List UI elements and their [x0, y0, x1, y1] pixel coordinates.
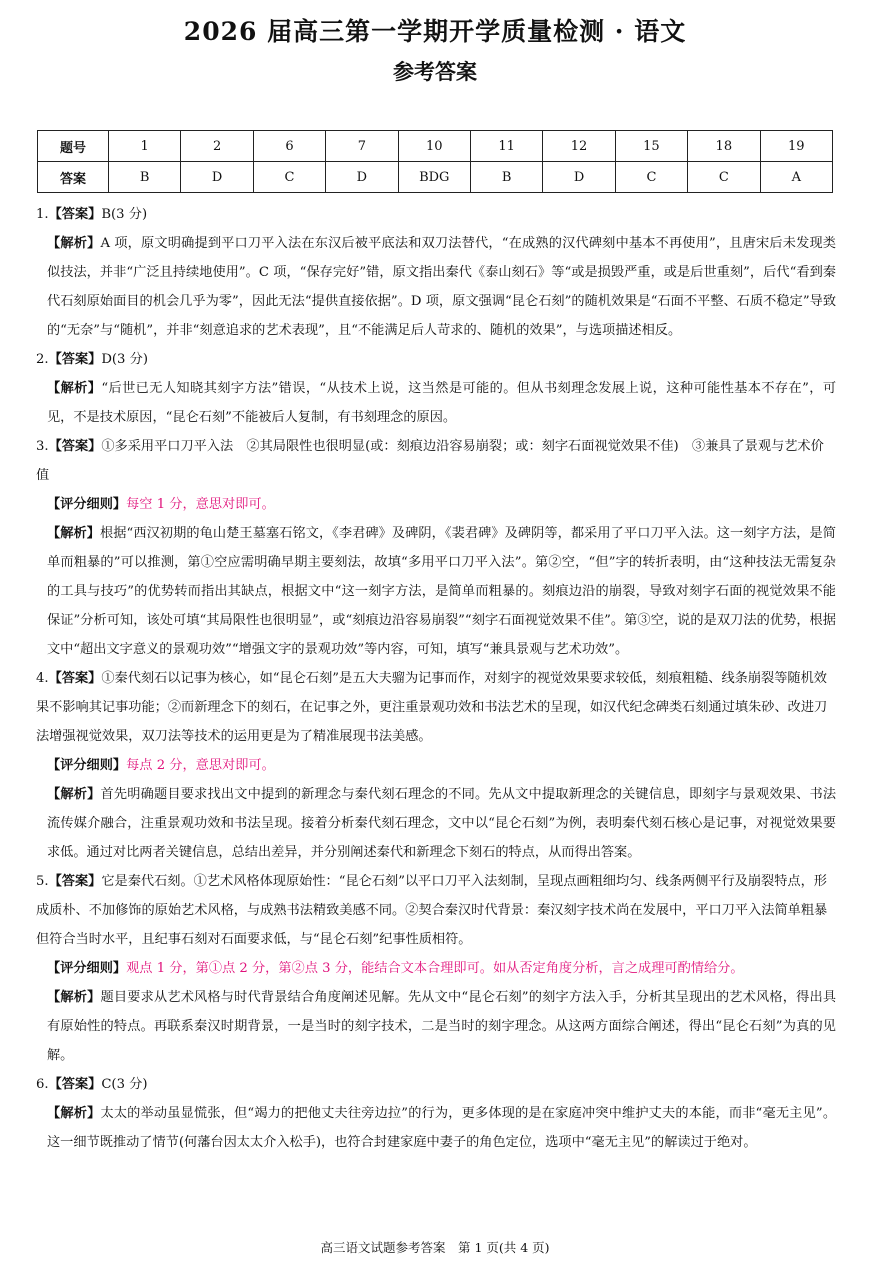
- question-number: 4.: [36, 671, 49, 686]
- question-2-answer: [36, 345, 836, 374]
- table-cell-number: 18: [688, 131, 760, 162]
- table-cell-number: 1: [109, 131, 181, 162]
- question-5-answer: [36, 867, 836, 954]
- answer-text: B(3 分): [101, 207, 148, 222]
- analysis-text: 首先明确题目要求找出文中提到的新理念与秦代刻石理念的不同。先从文中提取新理念的关键信息，即刻字与景观效果、书法流传媒介融合，注重景观功效和书法呈现。接着分析秦代刻石理念，文中以“昆仑石刻”为例，表明秦代刻石核心是记事，对视觉效果要求低。通过对比两者关键信息，总结出差异，并分别阐述秦代和新理念下刻石的特点，从而得出答案。: [47, 787, 837, 860]
- question-3-answer: [36, 432, 836, 490]
- scoring-text: 观点 1 分，第①点 2 分，第②点 3 分，能结合文本合理即可。如从否定角度分析，言之成理可酌情给分。: [126, 961, 744, 976]
- question-5-scoring: [36, 954, 836, 983]
- table-cell-number: 12: [543, 131, 615, 162]
- question-number: 3.: [36, 439, 49, 454]
- question-number: 5.: [36, 874, 49, 889]
- table-cell-number: 11: [470, 131, 542, 162]
- table-cell-answer: D: [543, 162, 615, 193]
- page-footer: 高三语文试题参考答案 第 1 页(共 4 页): [320, 1240, 550, 1255]
- scoring-tag: 【评分细则】: [47, 758, 127, 773]
- answer-tag: 【答案】: [48, 1077, 102, 1092]
- table-cell-answer: C: [253, 162, 325, 193]
- analysis-text: 根据“西汉初期的龟山楚王墓塞石铭文，《李君碑》及碑阴，《裴君碑》及碑阴等，都采用了平口刀平入法。这一刻字方法，是简单而粗暴的”可以推测，第①空应需明确早期主要刻法，故填“多用平口刀平入法”。第②空，“但”字的转折表明，由“这种技法无需复杂的工具与技巧”的优势转而指出其缺点，根据文中“这一刻字方法，是简单而粗暴的。刻痕边沿的崩裂，导致对刻字石面的视觉效果不能保证”分析可知，该处可填“其局限性也很明显”，或“刻痕边沿容易崩裂”“刻字石面视觉效果不佳”。第③空，说的是双刀法的优势，根据文中“超出文字意义的景观功效”“增强文字的景观功效”等内容，可知，填写“兼具景观与艺术功效”。: [47, 526, 836, 657]
- table-cell-answer: B: [109, 162, 181, 193]
- question-5-analysis: [36, 983, 836, 1070]
- answer-tag: 【答案】: [48, 874, 102, 889]
- table-cell-answer: D: [181, 162, 253, 193]
- table-cell-answer: D: [326, 162, 398, 193]
- analysis-text: A 项，原文明确提到平口刀平入法在东汉后被平底法和双刀法替代，“在成熟的汉代碑刻中基本不再使用”，且唐宋后未发现类似技法，并非“广泛且持续地使用”。C 项，“保存完好”错，原文指出秦代《泰山刻石》等“或是损毁严重，或是后世重刻”，后代“看到秦代石刻原始面目的机会几乎为零”，因此无法“提供直接依据”。D 项，原文强调“昆仑石刻”的随机效果是“石面不平整、石质不稳定”导致的“无奈”与“随机”，并非“刻意追求的艺术表现”，且“不能满足后人苛求的、随机的效果”，与选项描述相反。: [47, 236, 836, 338]
- analysis-text: 太太的举动虽显慌张，但“竭力的把他丈夫往旁边拉”的行为，更多体现的是在家庭冲突中维护丈夫的本能，而非“毫无主见”。这一细节既推动了情节(何藩台因太太介入松手)，也符合封建家庭中妻子的角色定位，选项中“毫无主见”的解读过于绝对。: [47, 1106, 837, 1150]
- answer-table: [37, 130, 833, 193]
- row-label-answer: 答案: [38, 162, 109, 193]
- question-6-analysis: [36, 1099, 836, 1157]
- answer-text: D(3 分): [101, 352, 148, 367]
- question-4-analysis: [36, 780, 836, 867]
- table-cell-answer: C: [688, 162, 760, 193]
- row-label-number: 题号: [38, 131, 109, 162]
- analysis-tag: 【解析】: [47, 990, 101, 1005]
- answer-tag: 【答案】: [48, 207, 102, 222]
- table-cell-number: 7: [326, 131, 398, 162]
- table-cell-answer: BDG: [398, 162, 470, 193]
- answer-tag: 【答案】: [48, 671, 102, 686]
- question-number: 2.: [36, 352, 49, 367]
- table-cell-answer: B: [470, 162, 542, 193]
- analysis-tag: 【解析】: [47, 381, 102, 396]
- question-number: 1.: [36, 207, 49, 222]
- answer-tag: 【答案】: [48, 439, 102, 454]
- analysis-tag: 【解析】: [47, 1106, 101, 1121]
- question-6-answer: [36, 1070, 836, 1099]
- analysis-tag: 【解析】: [47, 236, 101, 251]
- question-4-scoring: [36, 751, 836, 780]
- table-cell-number: 2: [181, 131, 253, 162]
- analysis-text: 题目要求从艺术风格与时代背景结合角度阐述见解。先从文中“昆仑石刻”的刻字方法入手，分析其呈现出的艺术风格，得出具有原始性的特点。再联系秦汉时期背景，一是当时的刻字技术，二是当时的刻字理念。从这两方面综合阐述，得出“昆仑石刻”为真的见解。: [47, 990, 837, 1063]
- scoring-tag: 【评分细则】: [47, 497, 127, 512]
- answer-text: 它是秦代石刻。①艺术风格体现原始性：“昆仑石刻”以平口刀平入法刻制，呈现点画粗细均匀、线条两侧平行及崩裂特点，形成质朴、不加修饰的原始艺术风格，与成熟书法精致美感不同。②契合秦汉时代背景：秦汉刻字技术尚在发展中，平口刀平入法简单粗暴但符合当时水平，且纪事石刻对石面要求低，与“昆仑石刻”纪事性质相符。: [36, 874, 828, 947]
- table-cell-answer: A: [760, 162, 832, 193]
- table-cell-number: 15: [615, 131, 687, 162]
- question-3-analysis: [36, 519, 836, 664]
- answer-tag: 【答案】: [48, 352, 102, 367]
- question-number: 6.: [36, 1077, 49, 1092]
- scoring-text: 每点 2 分，意思对即可。: [126, 758, 275, 773]
- table-cell-answer: C: [615, 162, 687, 193]
- page-subtitle: 参考答案: [393, 59, 477, 84]
- question-number-row: [38, 131, 833, 162]
- question-4-answer: [36, 664, 836, 751]
- table-cell-number: 10: [398, 131, 470, 162]
- table-cell-number: 6: [253, 131, 325, 162]
- scoring-text: 每空 1 分，意思对即可。: [126, 497, 275, 512]
- answer-text: ①多采用平口刀平入法 ②其局限性也很明显(或：刻痕边沿容易崩裂；或：刻字石面视觉效果不佳) ③兼具了景观与艺术价值: [36, 439, 824, 483]
- question-1-answer: [36, 200, 836, 229]
- page-title: 2026 届高三第一学期开学质量检测 · 语文: [183, 17, 687, 46]
- table-cell-number: 19: [760, 131, 832, 162]
- analysis-tag: 【解析】: [47, 526, 101, 541]
- question-3-scoring: [36, 490, 836, 519]
- answer-row: [38, 162, 833, 193]
- answer-content: [36, 200, 836, 1157]
- analysis-text: “后世已无人知晓其刻字方法”错误，“从技术上说，这当然是可能的。但从书刻理念发展上说，这种可能性基本不存在”，可见，不是技术原因，“昆仑石刻”不能被后人复制，有书刻理念的原因。: [47, 381, 837, 425]
- answer-text: C(3 分): [101, 1077, 148, 1092]
- scoring-tag: 【评分细则】: [47, 961, 127, 976]
- question-1-analysis: [36, 229, 836, 345]
- analysis-tag: 【解析】: [47, 787, 101, 802]
- question-2-analysis: [36, 374, 836, 432]
- answer-text: ①秦代刻石以记事为核心，如“昆仑石刻”是五大夫骝为记事而作，对刻字的视觉效果要求较低，刻痕粗糙、线条崩裂等随机效果不影响其记事功能；②而新理念下的刻石，在记事之外，更注重景观功效和书法艺术的呈现，如汉代纪念碑类石刻通过填朱砂、改进刀法增强视觉效果，双刀法等技术的运用更是为了精准展现书法美感。: [36, 671, 828, 744]
